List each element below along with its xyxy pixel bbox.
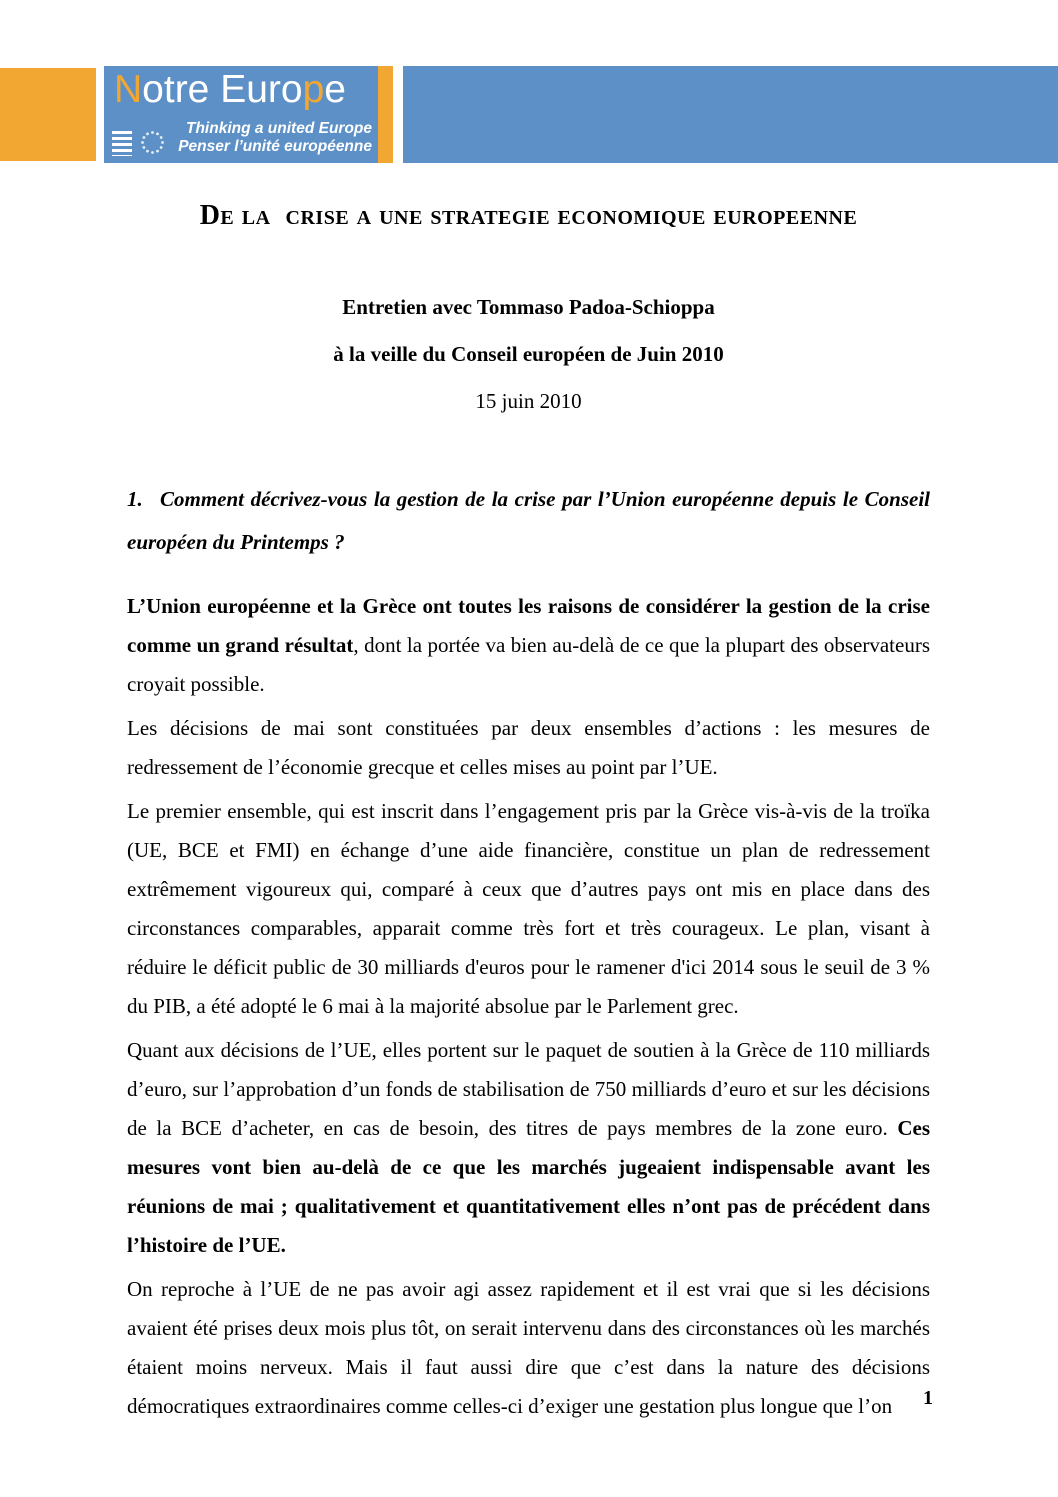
question-text: Comment décrivez-vous la gestion de la crise par l’Union européenne depuis le Conseil européen du Printemps ? — [127, 487, 930, 554]
eu-stars-icon — [139, 129, 166, 156]
page-number: 1 — [923, 1387, 933, 1409]
brand-name — [114, 68, 368, 112]
brand-letter-run: otre Euro — [142, 68, 303, 111]
paragraph-text-run: Quant aux décisions de l’UE, elles portent sur le paquet de soutien à la Grèce de 110 milliards d’euro, sur l’approbation d’un fonds de stabilisation de 750 milliards d’euro et sur les décisions de la BCE d’acheter, en cas de besoin, des titres de pays membres de la zone euro. — [127, 1038, 930, 1140]
paragraphs — [127, 587, 930, 1426]
tagline-english: Thinking a united Europe — [186, 120, 372, 137]
document-content — [127, 200, 930, 1431]
paragraph-bold-run: Ces mesures vont bien au-delà de ce que les marchés jugeaient indispensable avant les réunions de mai ; qualitativement et quantitativement elles n’ont pas de précédent dans l’histoire de l’UE. — [127, 1116, 930, 1257]
paragraph-text-run: On reproche à l’UE de ne pas avoir agi assez rapidement et il est vrai que si les décisions avaient été prises deux mois plus tôt, on serait intervenu dans des circonstances où les marchés étaient moins nerveux. Mais il faut aussi dire que c’est dans la nature des décisions démocratiques extraordinaires comme celles-ci d’exiger une gestation plus longue que l’on — [127, 1277, 930, 1418]
question-1 — [127, 478, 930, 564]
header-blue-bar — [403, 66, 1058, 163]
paragraph-text-run: , dont la portée va bien au-delà de ce que la plupart des observateurs croyait possible. — [127, 633, 930, 696]
paragraph-text-run: Le premier ensemble, qui est inscrit dans l’engagement pris par la Grèce vis-à-vis de la troïka (UE, BCE et FMI) en échange d’une aide financière, constitue un plan de redressement extrêmement vigoureux qui, comparé à ceux que d’autres pays ont mis en place dans des circonstances comparables, apparait comme très fort et très courageux. Le plan, visant à réduire le déficit public de 30 milliards d'euros pour le ramener d'ici 2014 sous le seuil de 3 % du PIB, a été adopté le 6 mai à la majorité absolue par le Parlement grec. — [127, 799, 930, 1018]
tagline-french: Penser l’unité européenne — [178, 138, 372, 155]
subtitle-interview: Entretien avec Tommaso Padoa-Schioppa — [342, 295, 715, 319]
document-lines-icon — [112, 131, 132, 156]
paragraph-bold-run: L’Union européenne et la Grèce ont toutes les raisons de considérer la gestion de la crise comme un grand résultat — [127, 594, 930, 657]
header-yellow-strip — [378, 66, 393, 163]
question-number: 1. — [127, 487, 143, 511]
brand-letter-run: N — [114, 68, 143, 111]
header-orange-block — [0, 68, 96, 161]
brand-letter-run: p — [302, 68, 325, 111]
paragraph — [127, 587, 930, 704]
document-title: De la crise a une strategie economique europeenne — [199, 200, 858, 231]
paragraph — [127, 1270, 930, 1426]
paragraph-text-run: Les décisions de mai sont constituées par deux ensembles d’actions : les mesures de redressement de l’économie grecque et celles mises au point par l’UE. — [127, 716, 930, 779]
subtitle-occasion: à la veille du Conseil européen de Juin 2010 — [333, 342, 724, 366]
brand-taglines — [173, 120, 372, 156]
paragraph — [127, 709, 930, 787]
logo-taglines-row — [112, 120, 372, 156]
paragraph — [127, 792, 930, 1026]
document-date: 15 juin 2010 — [475, 389, 582, 413]
notre-europe-logo — [104, 66, 378, 163]
paragraph — [127, 1031, 930, 1265]
brand-letter-run: e — [324, 68, 346, 111]
